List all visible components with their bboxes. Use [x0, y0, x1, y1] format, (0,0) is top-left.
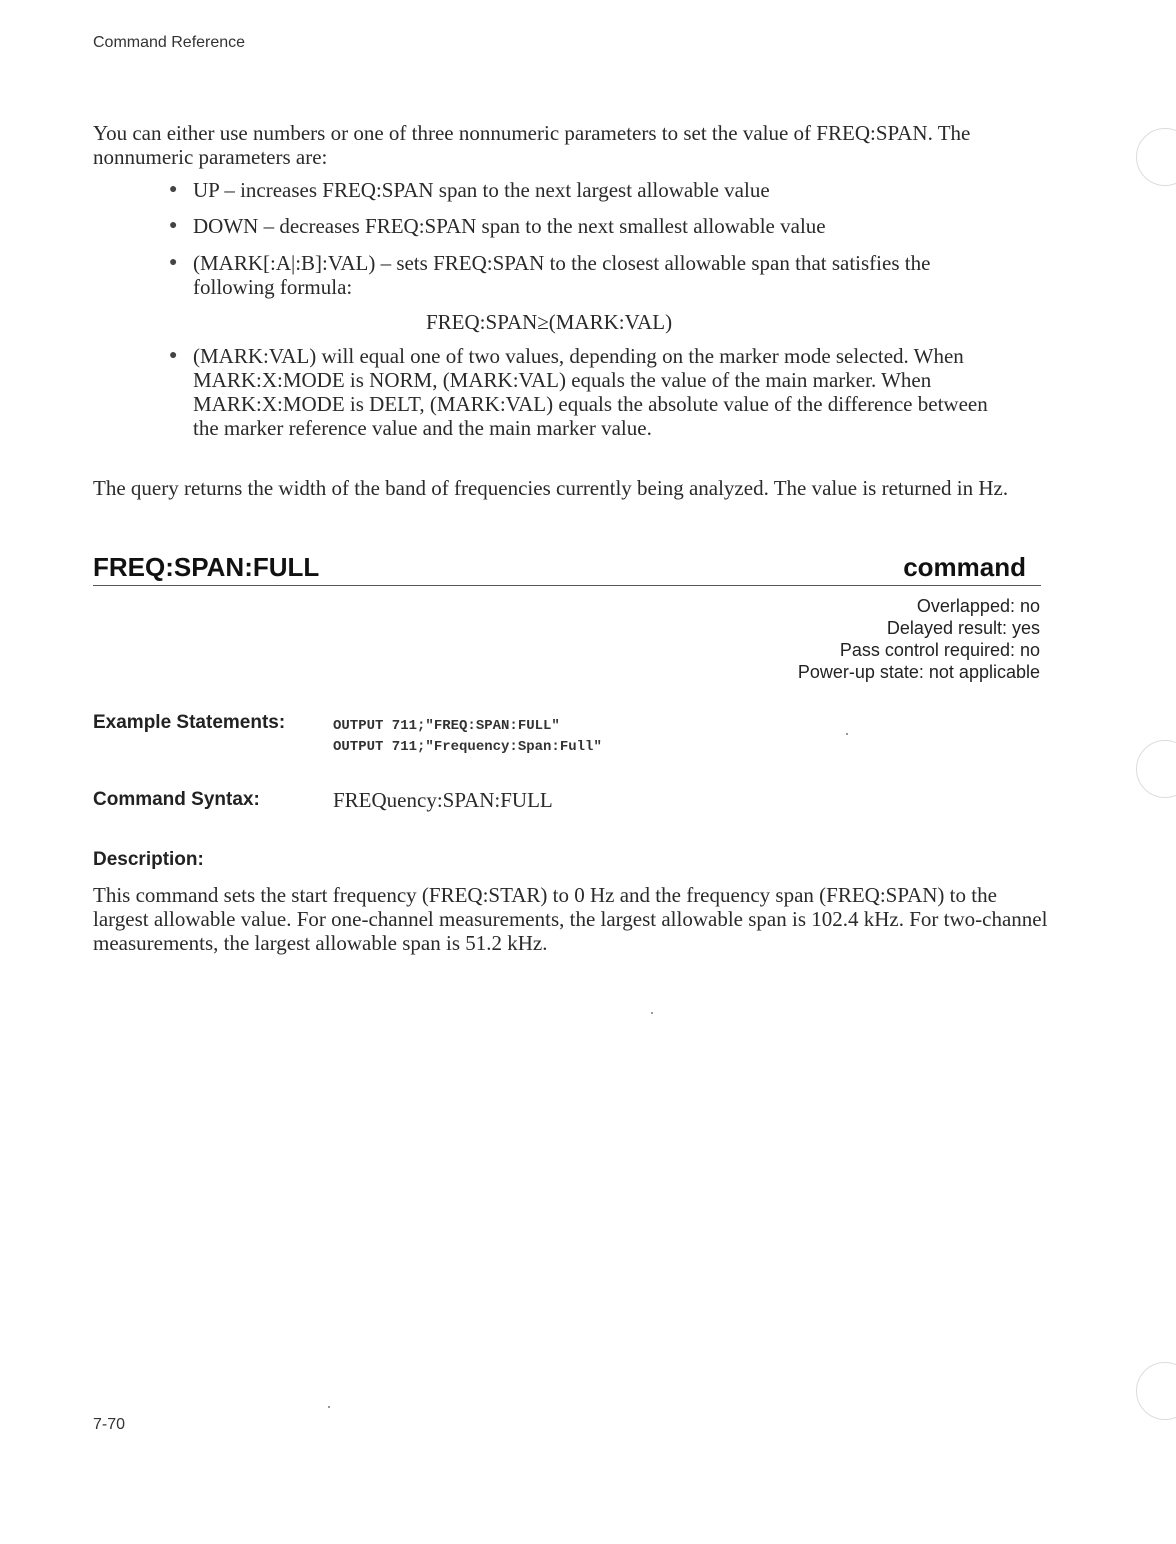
bullet-item-markval [169, 344, 1009, 440]
bullet-text: DOWN – decreases FREQ:SPAN span to the next smallest allowable value [193, 214, 826, 238]
scan-speck [846, 733, 848, 735]
page-number: 7-70 [93, 1416, 126, 1433]
section-type: command [903, 552, 1026, 582]
section-title: FREQ:SPAN:FULL [93, 552, 320, 582]
bullet-dot-icon: ● [169, 182, 178, 197]
binder-hole [1136, 740, 1176, 798]
command-syntax: FREQuency:SPAN:FULL [333, 788, 553, 812]
intro-paragraph: You can either use numbers or one of three nonnumeric parameters to set the value of FREQ:SPAN. The nonnumeric parameters are: [93, 121, 971, 169]
bullet-dot-icon: ● [169, 255, 178, 270]
example-statements-label: Example Statements: [93, 712, 286, 733]
binder-hole [1136, 128, 1176, 186]
property-delayed-result: Delayed result: yes [886, 618, 1040, 638]
bullet-item-down [169, 214, 1029, 238]
description-label: Description: [93, 849, 204, 870]
bullet-item-up [169, 178, 1029, 202]
bullet-dot-icon: ● [169, 218, 178, 233]
bullet-item-mark [169, 251, 959, 299]
running-header: Command Reference [93, 34, 246, 51]
description-paragraph: This command sets the start frequency (FREQ:STAR) to 0 Hz and the frequency span (FREQ:SPAN) to the largest allowable value. For one-channel measurements, the largest allowable span is 102.4 kHz. For two-channel measurements, the largest allowable span is 51.2 kHz. [93, 883, 1048, 955]
bullet-dot-icon: ● [169, 348, 178, 363]
command-syntax-label: Command Syntax: [93, 789, 260, 810]
bullet-text: (MARK:VAL) will equal one of two values, depending on the marker mode selected. When MARK:X:MODE is NORM, (MARK:VAL) equals the value of the main marker. When MARK:X:MODE is DELT, (MARK:VAL) equals the absolute value of the difference between the marker reference value and the main marker value. [193, 344, 988, 440]
example-statement: OUTPUT 711;"Frequency:Span:Full" [333, 739, 602, 755]
scan-speck [651, 1012, 653, 1014]
scan-speck [328, 1406, 330, 1408]
binder-hole [1136, 1362, 1176, 1420]
query-note: The query returns the width of the band of frequencies currently being analyzed. The value is returned in Hz. [93, 476, 1009, 500]
property-power-up-state: Power-up state: not applicable [797, 662, 1040, 682]
bullet-text: UP – increases FREQ:SPAN span to the next largest allowable value [193, 178, 770, 202]
section-divider [93, 585, 1041, 586]
formula: FREQ:SPAN≥(MARK:VAL) [426, 310, 673, 334]
command-properties [798, 595, 1040, 683]
property-pass-control: Pass control required: no [839, 640, 1040, 660]
property-overlapped: Overlapped: no [916, 596, 1040, 616]
bullet-text: (MARK[:A|:B]:VAL) – sets FREQ:SPAN to the closest allowable span that satisfies the following formula: [193, 251, 931, 299]
example-statement: OUTPUT 711;"FREQ:SPAN:FULL" [333, 718, 560, 734]
